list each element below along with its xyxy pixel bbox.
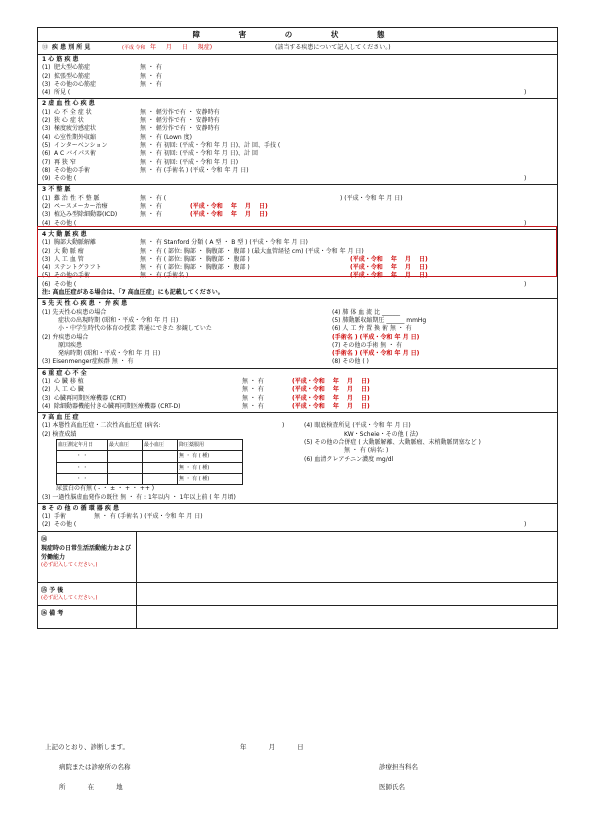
list-item: (手術名 ) (平成・令和 年 月 日) <box>332 333 420 341</box>
list-item: KW・Scheie・その他 ( 法) <box>344 430 419 438</box>
list-item: (2) 人 工 心 臓 無 ・ 有 (平成・令和 年 月 日) <box>42 386 370 394</box>
dept-label: 診療担当科名 <box>379 763 418 771</box>
table-row: ・ ・ 無 ・ 有 ( 種) <box>57 462 243 473</box>
list-item: (9) その他 ( ) <box>42 175 527 183</box>
list-item: (1) 心 臓 移 植 無 ・ 有 (平成・令和 年 月 日) <box>42 377 370 385</box>
section-title: 1 心 筋 疾 患 <box>42 56 79 63</box>
section-title: 8 そ の 他 の 循 環 器 疾 患 <box>42 504 119 512</box>
section-number: ⑬ <box>42 44 49 51</box>
section-6 <box>38 369 557 413</box>
prognosis-block <box>38 583 557 606</box>
list-item: 小・中学生時代の体育の授業 普通にできた 参観していた <box>58 325 212 333</box>
date-red: 年 月 日 現症) <box>150 44 213 51</box>
list-item: (5) 肺動脈収縮期圧 ______ mmHg <box>332 316 427 324</box>
list-item: (7) その他の手術 無 ・ 有 <box>332 341 403 349</box>
section-title: 2 虚 血 性 心 疾 患 <box>42 100 95 108</box>
list-item: 尿蛋白の有無 ( - ・ ± ・ + ・ ++ ) <box>56 485 155 493</box>
list-item: (8) その他 ( ) <box>332 358 369 366</box>
list-item: (2) 弁疾患の場合 <box>42 333 89 341</box>
list-item: (4) その他 ( ) <box>42 219 527 227</box>
list-item: (4) 心室性期外収縮 無 ・ 有 (Lown 度) <box>42 133 192 141</box>
section-2 <box>38 99 557 185</box>
list-item: (8) その他の手術 無 ・ 有 (手術名 ) (平成・令和 年 月 日) <box>42 166 249 174</box>
list-item: (5) その他の手術 無 ・ 有 (手術名 ) (平成・令和 年 月 日) <box>42 272 428 280</box>
list-item: (3) 極度疲労感症状 無 ・ 軽労作で有 ・ 安静時有 <box>42 125 220 133</box>
prognosis-label: ⑮ 予 後 (必ず記入してください。) <box>38 583 137 605</box>
list-item: (1) 手術 無 ・ 有 (手術名 ) (平成・令和 年 月 日) <box>42 513 203 521</box>
list-item: (4) 眼底検査所見 (平成・令和 年 月 日) <box>304 422 411 430</box>
list-item: (手術名 ) (平成・令和 年 月 日) <box>332 350 420 358</box>
footer <box>37 742 556 796</box>
list-item: 原因疾患 <box>58 341 83 349</box>
remarks-field[interactable] <box>137 606 557 628</box>
list-item: (4) 肺 体 血 流 比 ______ <box>332 308 400 316</box>
era-red: (平成 令和 <box>122 45 146 51</box>
list-item: (4) 除細動器機能付き心臓再同期医療機器 (CRT-D) 無 ・ 有 (平成・令和 年 月 日) <box>42 402 370 410</box>
section-title: 5 先 天 性 心 疾 患 ・ 弁 疾 患 <box>42 300 128 308</box>
list-item: (2) 狭 心 症 状 無 ・ 軽労作で有 ・ 安静時有 <box>42 117 220 125</box>
section-3 <box>38 185 557 229</box>
list-item: (1) 難 治 性 不 整 脈 無 ・ 有 ( ) (平成・令和 年 月 日) <box>42 194 403 202</box>
list-item: (3) 心臓再同期医療機器 (CRT) 無 ・ 有 (平成・令和 年 月 日) <box>42 394 370 402</box>
list-item: (1) 肥大型心筋症 無 ・ 有 <box>42 64 162 72</box>
list-item: (1) 胸部大動脈解離 無 ・ 有 Stanford 分類 ( A 型 ・ B 型 ) (平成・令和 年 月 日) <box>42 239 308 247</box>
section-title: 3 不 整 脈 <box>42 186 71 194</box>
list-item: (4) ステントグラフト 無 ・ 有 ( 部位: 胸部 ・ 胸腹部 ・ 腹部 ) (平成・令和 年 月 日) <box>42 264 428 272</box>
list-item: (3) 人 工 血 管 無 ・ 有 ( 部位: 胸部 ・ 胸腹部 ・ 腹部 ) (平成・令和 年 月 日) <box>42 255 428 263</box>
certify-date: 年 月 日 <box>240 743 304 751</box>
findings-note: (該当する疾患について記入してください。) <box>275 44 391 51</box>
list-item: (4) 所見 ( ) <box>42 89 527 97</box>
address-label: 所 在 地 <box>59 783 123 791</box>
prognosis-field[interactable] <box>137 583 557 605</box>
table-row: ・ ・ 無 ・ 有 ( 種) <box>57 473 243 484</box>
list-item: (5) その他の合併症 ( 大動脈解離、大動脈瘤、末梢動脈閉塞など ) <box>304 439 481 447</box>
section-8 <box>38 504 557 532</box>
list-item: (6) A C バイパス術 無 ・ 有 初回: (平成・令和 年 月 日)、計 回 <box>42 150 258 158</box>
highlight-box <box>37 226 557 277</box>
section-title: 7 高 血 圧 症 <box>42 414 79 422</box>
section-7: 7 高 血 圧 症 (1) 本態性高血圧症・二次性高血圧症 (病名: ) (2) 検査成績 血圧測定年月日 最大血圧 最小血圧 降圧薬服用 ・ ・ 無 ・ 有 ( 種) ・ ・ 無 ・ 有 ( 種) ・ ・ 無 ・ 有 ( 種) 尿蛋白の有無 ( - ・ ± ・ + ・ ++ ) (4) 眼底検査所見 (平成・令和 年 月 日) KW・Scheie・その他 ( 法) (5) その他の合併症 ( 大動脈解離、大動脈瘤、末梢動脈閉塞など ) 無 ・ 有 (病名: ) (6) 血清クレアチニン濃度 mg/dl (3) 一過性脳虚血発作の既往 無 ・ 有 : 1年以内 ・ 1年以上前 ( 年 月頃) <box>38 413 557 504</box>
list-item: (5) インターベンション 無 ・ 有 初回: (平成・令和 年 月 日)、計 回、手技 ( <box>42 141 281 149</box>
list-item: (1) 先天性心疾患の場合 <box>42 308 107 316</box>
section-title: 6 重 症 心 不 全 <box>42 369 87 377</box>
form-title: 障 害 の 状 態 <box>38 28 557 42</box>
list-item: 症状の出現時期 (昭和・平成・令和 年 月 日) <box>58 316 179 324</box>
section-note: 注: 高血圧症がある場合は、「7 高血圧症」にも記載してください。 <box>42 289 224 297</box>
list-item: (2) 検査成績 <box>42 430 77 438</box>
doctor-label: 医師氏名 <box>379 783 405 791</box>
hospital-label: 病院または診療所の名称 <box>59 763 131 771</box>
list-item: (2) ペースメーカー治療 無 ・ 有 (平成・令和 年 月 日) <box>42 203 268 211</box>
list-item: (3) 一過性脳虚血発作の既往 無 ・ 有 : 1年以内 ・ 1年以上前 ( 年 月頃) <box>42 493 236 501</box>
list-item: (6) 人 工 弁 置 換 術 無 ・ 有 <box>332 325 412 333</box>
daily-life-label: ⑭ 現症時の日常生活活動能力および労働能力 (必ず記入してください。) <box>38 532 137 582</box>
list-item: (3) Eisenmenger症候群 無 ・ 有 <box>42 358 134 366</box>
list-item: 無 ・ 有 (病名: ) <box>344 447 389 455</box>
list-item: (2) その他 ( ) <box>42 521 527 529</box>
list-item: (1) 本態性高血圧症・二次性高血圧症 (病名: <box>42 422 161 430</box>
list-item: (7) 再 狭 窄 無 ・ 有 初回: (平成・令和 年 月 日) <box>42 158 239 166</box>
list-item: (6) 血清クレアチニン濃度 mg/dl <box>304 455 394 463</box>
remarks-label: ⑯ 備 考 <box>38 606 137 628</box>
list-item: (6) その他 ( ) <box>42 280 527 288</box>
findings-label: 疾 患 別 所 見 <box>52 44 91 51</box>
daily-life-block <box>38 532 557 583</box>
section-1 <box>38 55 557 99</box>
list-item: (2) 拡張型心筋症 無 ・ 有 <box>42 72 162 80</box>
section-5 <box>38 299 557 368</box>
findings-header <box>38 42 557 55</box>
table-row: ・ ・ 無 ・ 有 ( 種) <box>57 451 243 462</box>
remarks-block <box>38 606 557 628</box>
daily-life-field[interactable] <box>137 532 557 582</box>
list-item: 発病時期 (昭和・平成・令和 年 月 日) <box>58 350 161 358</box>
bp-table: 血圧測定年月日 最大血圧 最小血圧 降圧薬服用 ・ ・ 無 ・ 有 ( 種) ・ ・ 無 ・ 有 ( 種) ・ ・ 無 ・ 有 ( 種) <box>56 439 243 485</box>
form <box>37 27 558 629</box>
certify-text: 上記のとおり、診断します。 <box>45 743 129 751</box>
list-item: (3) その他の心筋症 無 ・ 有 <box>42 80 162 88</box>
section-title: 4 大 動 脈 疾 患 <box>42 230 87 238</box>
list-item: (2) 大 動 脈 瘤 無 ・ 有 ( 部位: 胸部 ・ 胸腹部 ・ 腹部 ) (最大血管経径 cm) (平成・令和 年 月 日) <box>42 247 364 255</box>
list-item: (1) 心 不 全 症 状 無 ・ 軽労作で有 ・ 安静時有 <box>42 108 220 116</box>
list-item: (3) 植込み型除細動器(ICD) 無 ・ 有 (平成・令和 年 月 日) <box>42 211 268 219</box>
